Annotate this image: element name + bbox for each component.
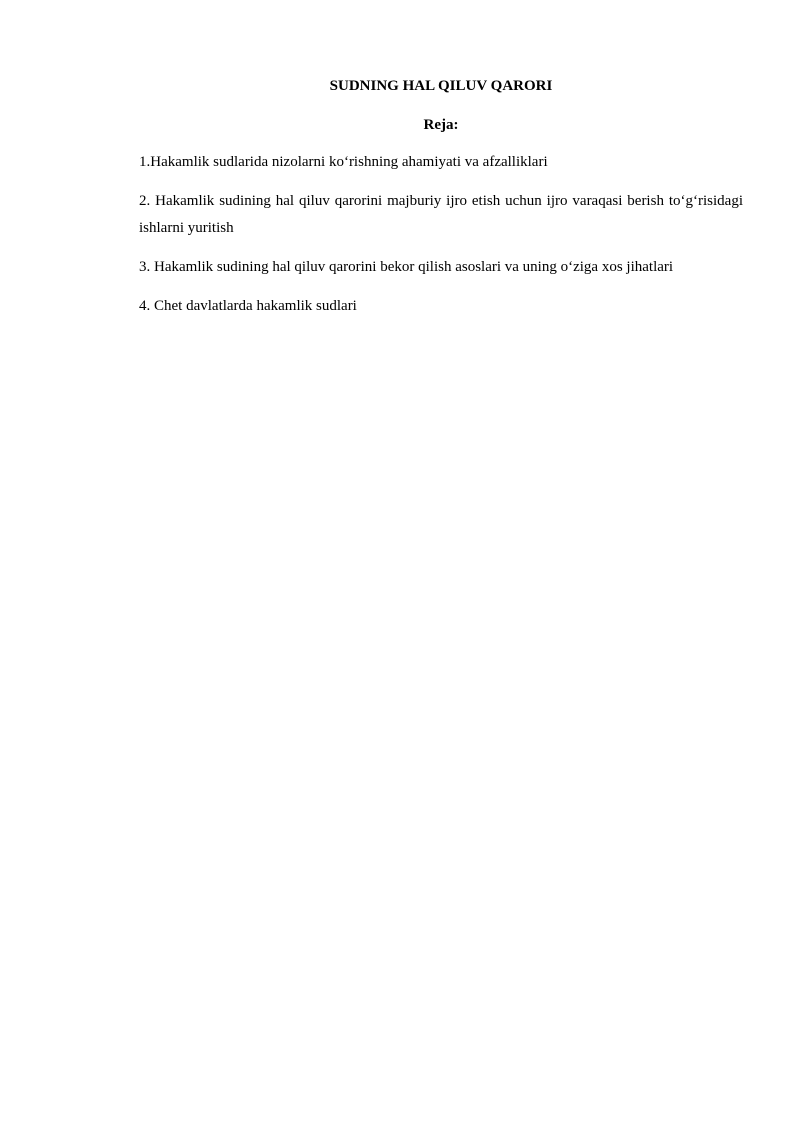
plan-item-4: 4. Chet davlatlarda hakamlik sudlari	[139, 298, 357, 314]
document-title: SUDNING HAL QILUV QARORI	[329, 78, 553, 94]
plan-item-2: 2. Hakamlik sudining hal qiluv qarorini majburiy ijro etish uchun ijro varaqasi berish toʻgʻrisidagi ishlarni yuritish	[139, 193, 743, 236]
plan-item-1: 1.Hakamlik sudlarida nizolarni koʻrishning ahamiyati va afzalliklari	[139, 154, 548, 170]
plan-heading: Reja:	[423, 117, 459, 133]
plan-item-3: 3. Hakamlik sudining hal qiluv qarorini bekor qilish asoslari va uning oʻziga xos jihatlari	[139, 259, 674, 275]
